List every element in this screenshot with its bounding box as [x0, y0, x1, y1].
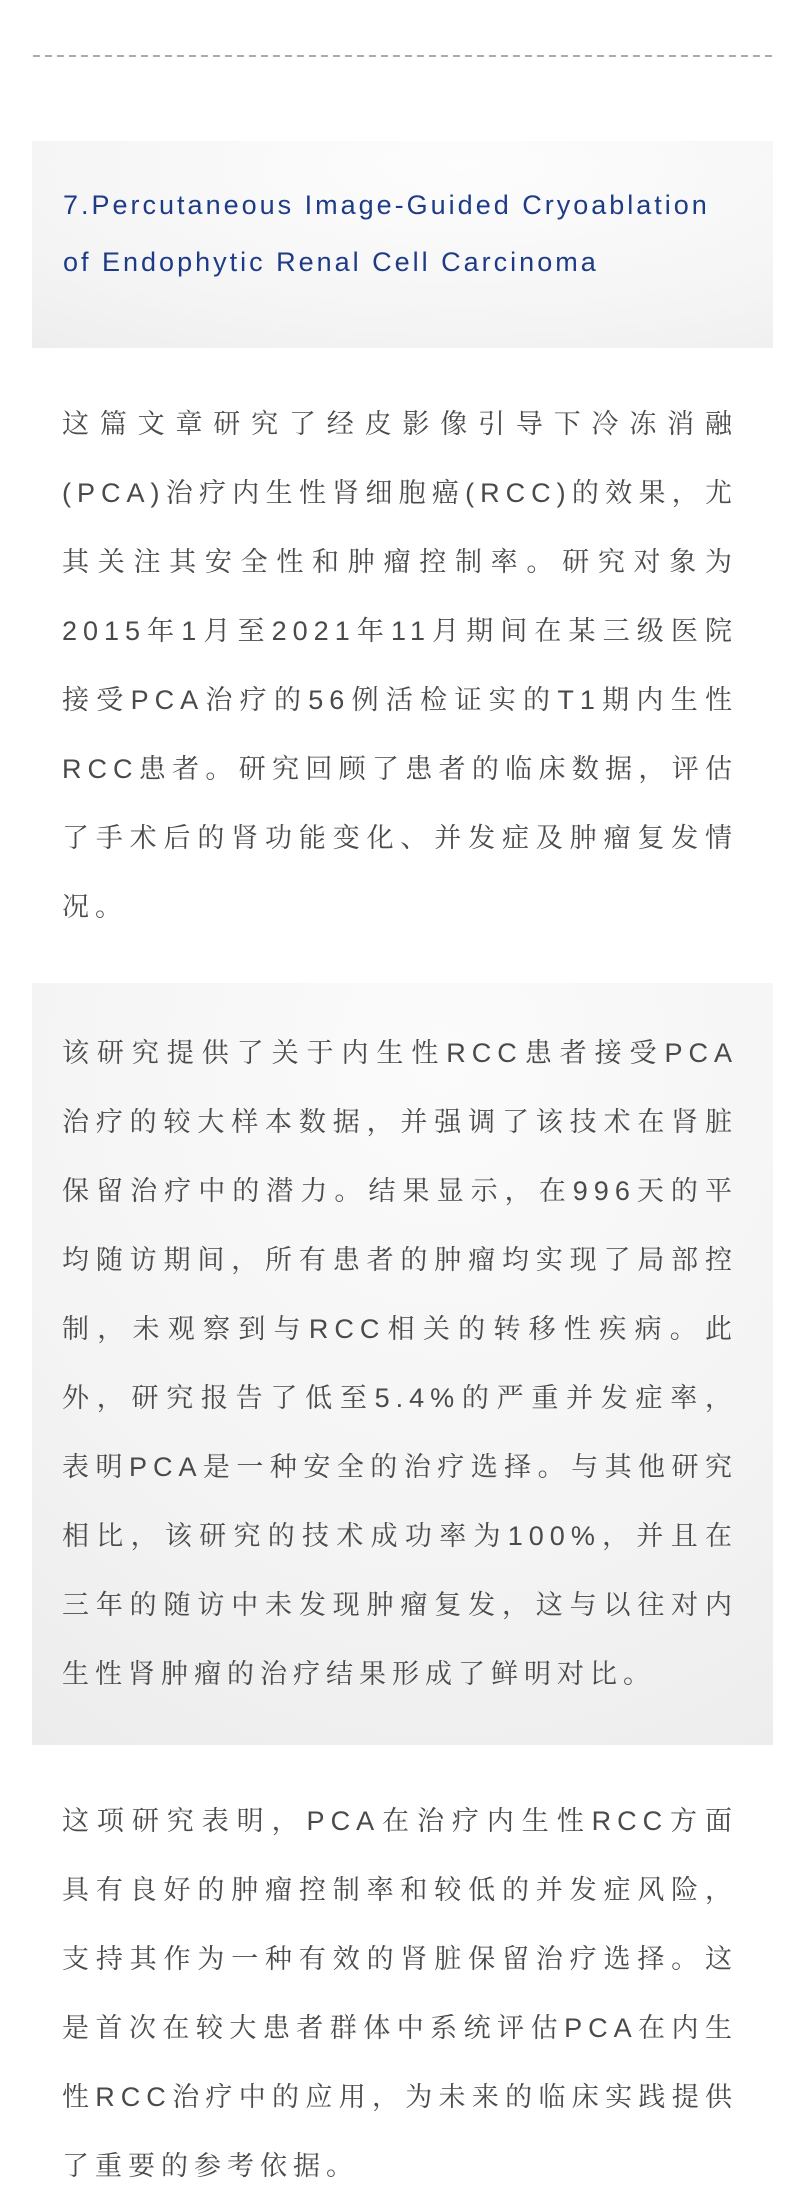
dashed-divider — [33, 55, 773, 57]
section-title-card — [32, 141, 773, 348]
section-title: 7.Percutaneous Image-Guided Cryoablation of Endophytic Renal Cell Carcinoma — [63, 190, 710, 277]
paragraph-intro: 这篇文章研究了经皮影像引导下冷冻消融(PCA)治疗内生性肾细胞癌(RCC)的效果，尤其关注其安全性和肿瘤控制率。研究对象为2015年1月至2021年11月期间在某三级医院接受PCA治疗的56例活检证实的T1期内生性RCC患者。研究回顾了患者的临床数据，评估了手术后的肾功能变化、并发症及肿瘤复发情况。 — [62, 409, 738, 922]
paragraph-conclusion: 这项研究表明，PCA在治疗内生性RCC方面具有良好的肿瘤控制率和较低的并发症风险，支持其作为一种有效的肾脏保留治疗选择。这是首次在较大患者群体中系统评估PCA在内生性RCC治疗中的应用，为未来的临床实践提供了重要的参考依据。 — [62, 1806, 738, 2181]
findings-card — [32, 983, 773, 1745]
paragraph-findings: 该研究提供了关于内生性RCC患者接受PCA治疗的较大样本数据，并强调了该技术在肾脏保留治疗中的潜力。结果显示，在996天的平均随访期间，所有患者的肿瘤均实现了局部控制，未观察到与RCC相关的转移性疾病。此外，研究报告了低至5.4%的严重并发症率，表明PCA是一种安全的治疗选择。与其他研究相比，该研究的技术成功率为100%，并且在三年的随访中未发现肿瘤复发，这与以往对内生性肾肿瘤的治疗结果形成了鲜明对比。 — [62, 1038, 738, 1689]
